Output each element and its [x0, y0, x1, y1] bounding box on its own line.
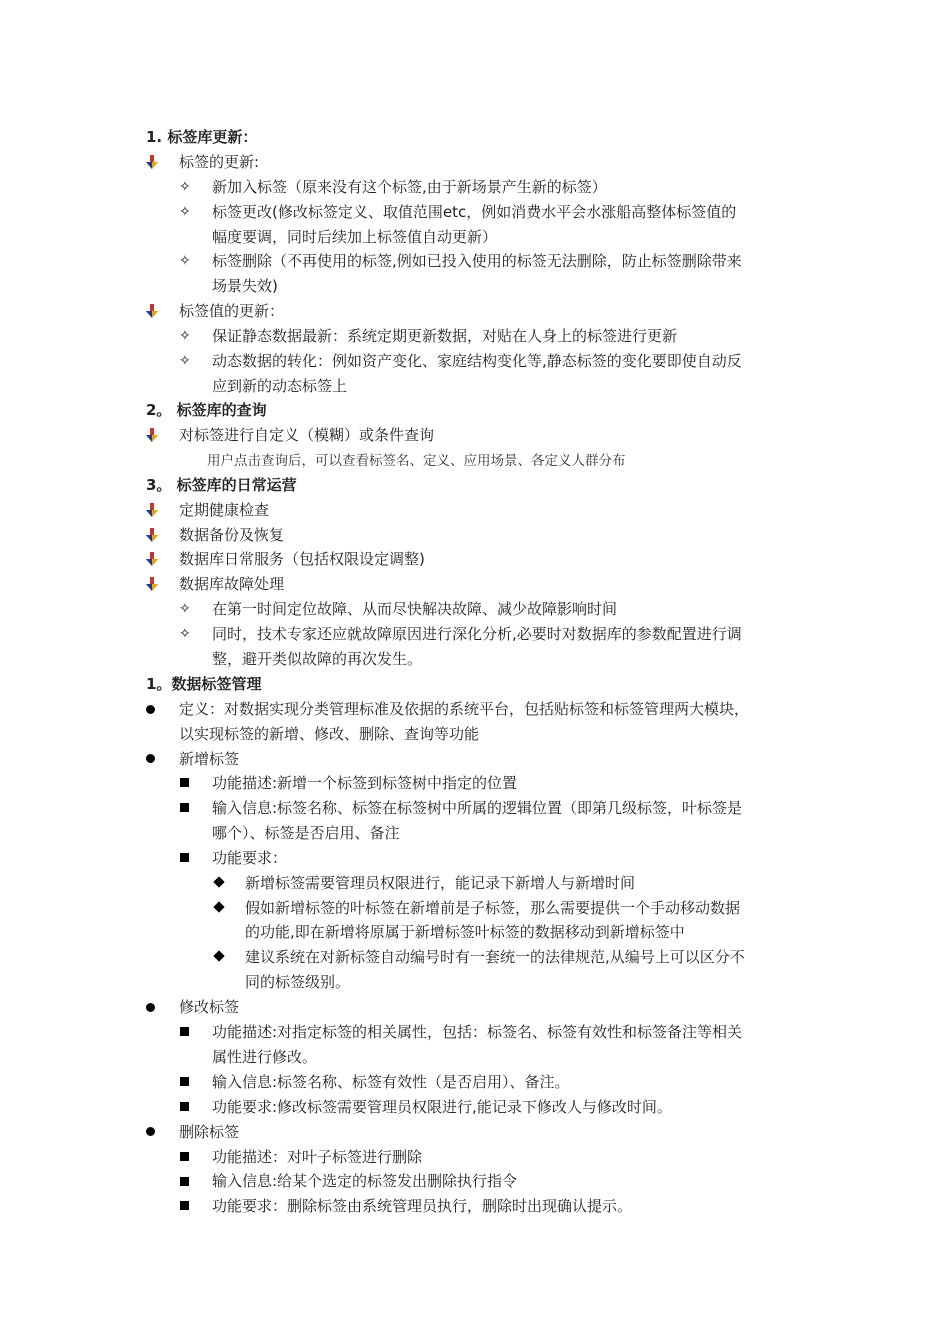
list-item: 数据备份及恢复: [179, 526, 285, 544]
star-bullet-icon: ✧: [179, 328, 191, 344]
list-item-continuation: 幅度要调，同时后续加上标签值自动更新）: [212, 228, 498, 246]
section-heading: 1. 标签库更新：: [146, 128, 258, 146]
list-item: 输入信息:标签名称、标签有效性（是否启用）、备注。: [212, 1073, 570, 1091]
square-bullet-icon: [180, 1177, 189, 1186]
star-bullet-icon: ✧: [179, 253, 191, 269]
list-item-continuation: 应到新的动态标签上: [212, 377, 348, 395]
square-bullet-icon: [180, 803, 189, 812]
star-bullet-icon: ✧: [179, 626, 191, 642]
list-item: 标签值的更新：: [179, 302, 285, 320]
square-bullet-icon: [180, 1152, 189, 1161]
bullet-dot-icon: [146, 754, 155, 763]
square-bullet-icon: [180, 1077, 189, 1086]
list-item: 定期健康检查: [179, 501, 270, 519]
square-bullet-icon: [180, 1027, 189, 1036]
diamond-bullet-icon: [213, 950, 224, 961]
list-item: 对标签进行自定义（模糊）或条件查询: [179, 426, 435, 444]
list-item: 数据库日常服务（包括权限设定调整): [179, 550, 425, 568]
list-item: 功能描述:新增一个标签到标签树中指定的位置: [212, 774, 518, 792]
list-item: 功能描述：对叶子标签进行删除: [212, 1148, 423, 1166]
arrow-bullet-icon: [144, 527, 160, 543]
list-item: 新加入标签（原来没有这个标签,由于新场景产生新的标签）: [212, 178, 607, 196]
section-heading: 2。 标签库的查询: [146, 401, 267, 419]
arrow-bullet-icon: [144, 154, 160, 170]
list-item-continuation: 同的标签级别。: [245, 973, 351, 991]
list-item: 同时，技术专家还应就故障原因进行深化分析,必要时对数据库的参数配置进行调: [212, 625, 742, 643]
list-item: 功能描述:对指定标签的相关属性，包括：标签名、标签有效性和标签备注等相关: [212, 1023, 743, 1041]
arrow-bullet-icon: [144, 303, 160, 319]
arrow-bullet-icon: [144, 551, 160, 567]
section-heading: 1。数据标签管理: [146, 675, 262, 693]
list-item-continuation: 属性进行修改。: [212, 1048, 318, 1066]
list-item-continuation: 的功能,即在新增将原属于新增标签叶标签的数据移动到新增标签中: [245, 923, 685, 941]
square-bullet-icon: [180, 853, 189, 862]
list-item: 在第一时间定位故障、从而尽快解决故障、减少故障影响时间: [212, 600, 618, 618]
arrow-bullet-icon: [144, 502, 160, 518]
list-item: 数据库故障处理: [179, 575, 285, 593]
square-bullet-icon: [180, 778, 189, 787]
list-item: 功能要求：: [212, 849, 288, 867]
list-item: 假如新增标签的叶标签在新增前是子标签，那么需要提供一个手动移动数据: [245, 899, 741, 917]
list-item: 标签删除（不再使用的标签,例如已投入使用的标签无法删除，防止标签删除带来: [212, 252, 742, 270]
list-item: 输入信息:标签名称、标签在标签树中所属的逻辑位置（即第几级标签，叶标签是: [212, 799, 743, 817]
note-text: 用户点击查询后，可以查看标签名、定义、应用场景、各定义人群分布: [207, 453, 626, 469]
bullet-dot-icon: [146, 1127, 155, 1136]
list-item: 建议系统在对新标签自动编号时有一套统一的法律规范,从编号上可以区分不: [245, 948, 745, 966]
list-item-continuation: 场景失效): [212, 277, 278, 295]
bullet-dot-icon: [146, 1003, 155, 1012]
square-bullet-icon: [180, 1102, 189, 1111]
list-item-continuation: 哪个）、标签是否启用、备注: [212, 824, 400, 842]
list-item: 输入信息:给某个选定的标签发出删除执行指令: [212, 1172, 518, 1190]
list-item: 动态数据的转化：例如资产变化、家庭结构变化等,静态标签的变化要即使自动反: [212, 352, 742, 370]
list-item: 标签的更新:: [179, 153, 260, 171]
subsection-title: 新增标签: [179, 750, 240, 768]
section-heading: 3。 标签库的日常运营: [146, 476, 297, 494]
definition-text: 定义：对数据实现分类管理标准及依据的系统平台，包括贴标签和标签管理两大模块，: [179, 700, 750, 718]
list-item: 新增标签需要管理员权限进行，能记录下新增人与新增时间: [245, 874, 636, 892]
subsection-title: 修改标签: [179, 998, 240, 1016]
subsection-title: 删除标签: [179, 1123, 240, 1141]
arrow-bullet-icon: [144, 427, 160, 443]
bullet-dot-icon: [146, 705, 155, 714]
star-bullet-icon: ✧: [179, 353, 191, 369]
diamond-bullet-icon: [213, 901, 224, 912]
arrow-bullet-icon: [144, 576, 160, 592]
definition-continuation: 以实现标签的新增、修改、删除、查询等功能: [179, 725, 480, 743]
list-item: 功能要求：删除标签由系统管理员执行，删除时出现确认提示。: [212, 1197, 633, 1215]
list-item: 保证静态数据最新：系统定期更新数据，对贴在人身上的标签进行更新: [212, 327, 678, 345]
star-bullet-icon: ✧: [179, 204, 191, 220]
list-item: 标签更改(修改标签定义、取值范围etc，例如消费水平会水涨船高整体标签值的: [212, 203, 737, 221]
list-item: 功能要求:修改标签需要管理员权限进行,能记录下修改人与修改时间。: [212, 1098, 672, 1116]
list-item-continuation: 整，避开类似故障的再次发生。: [212, 650, 423, 668]
diamond-bullet-icon: [213, 876, 224, 887]
star-bullet-icon: ✧: [179, 179, 191, 195]
star-bullet-icon: ✧: [179, 601, 191, 617]
square-bullet-icon: [180, 1201, 189, 1210]
